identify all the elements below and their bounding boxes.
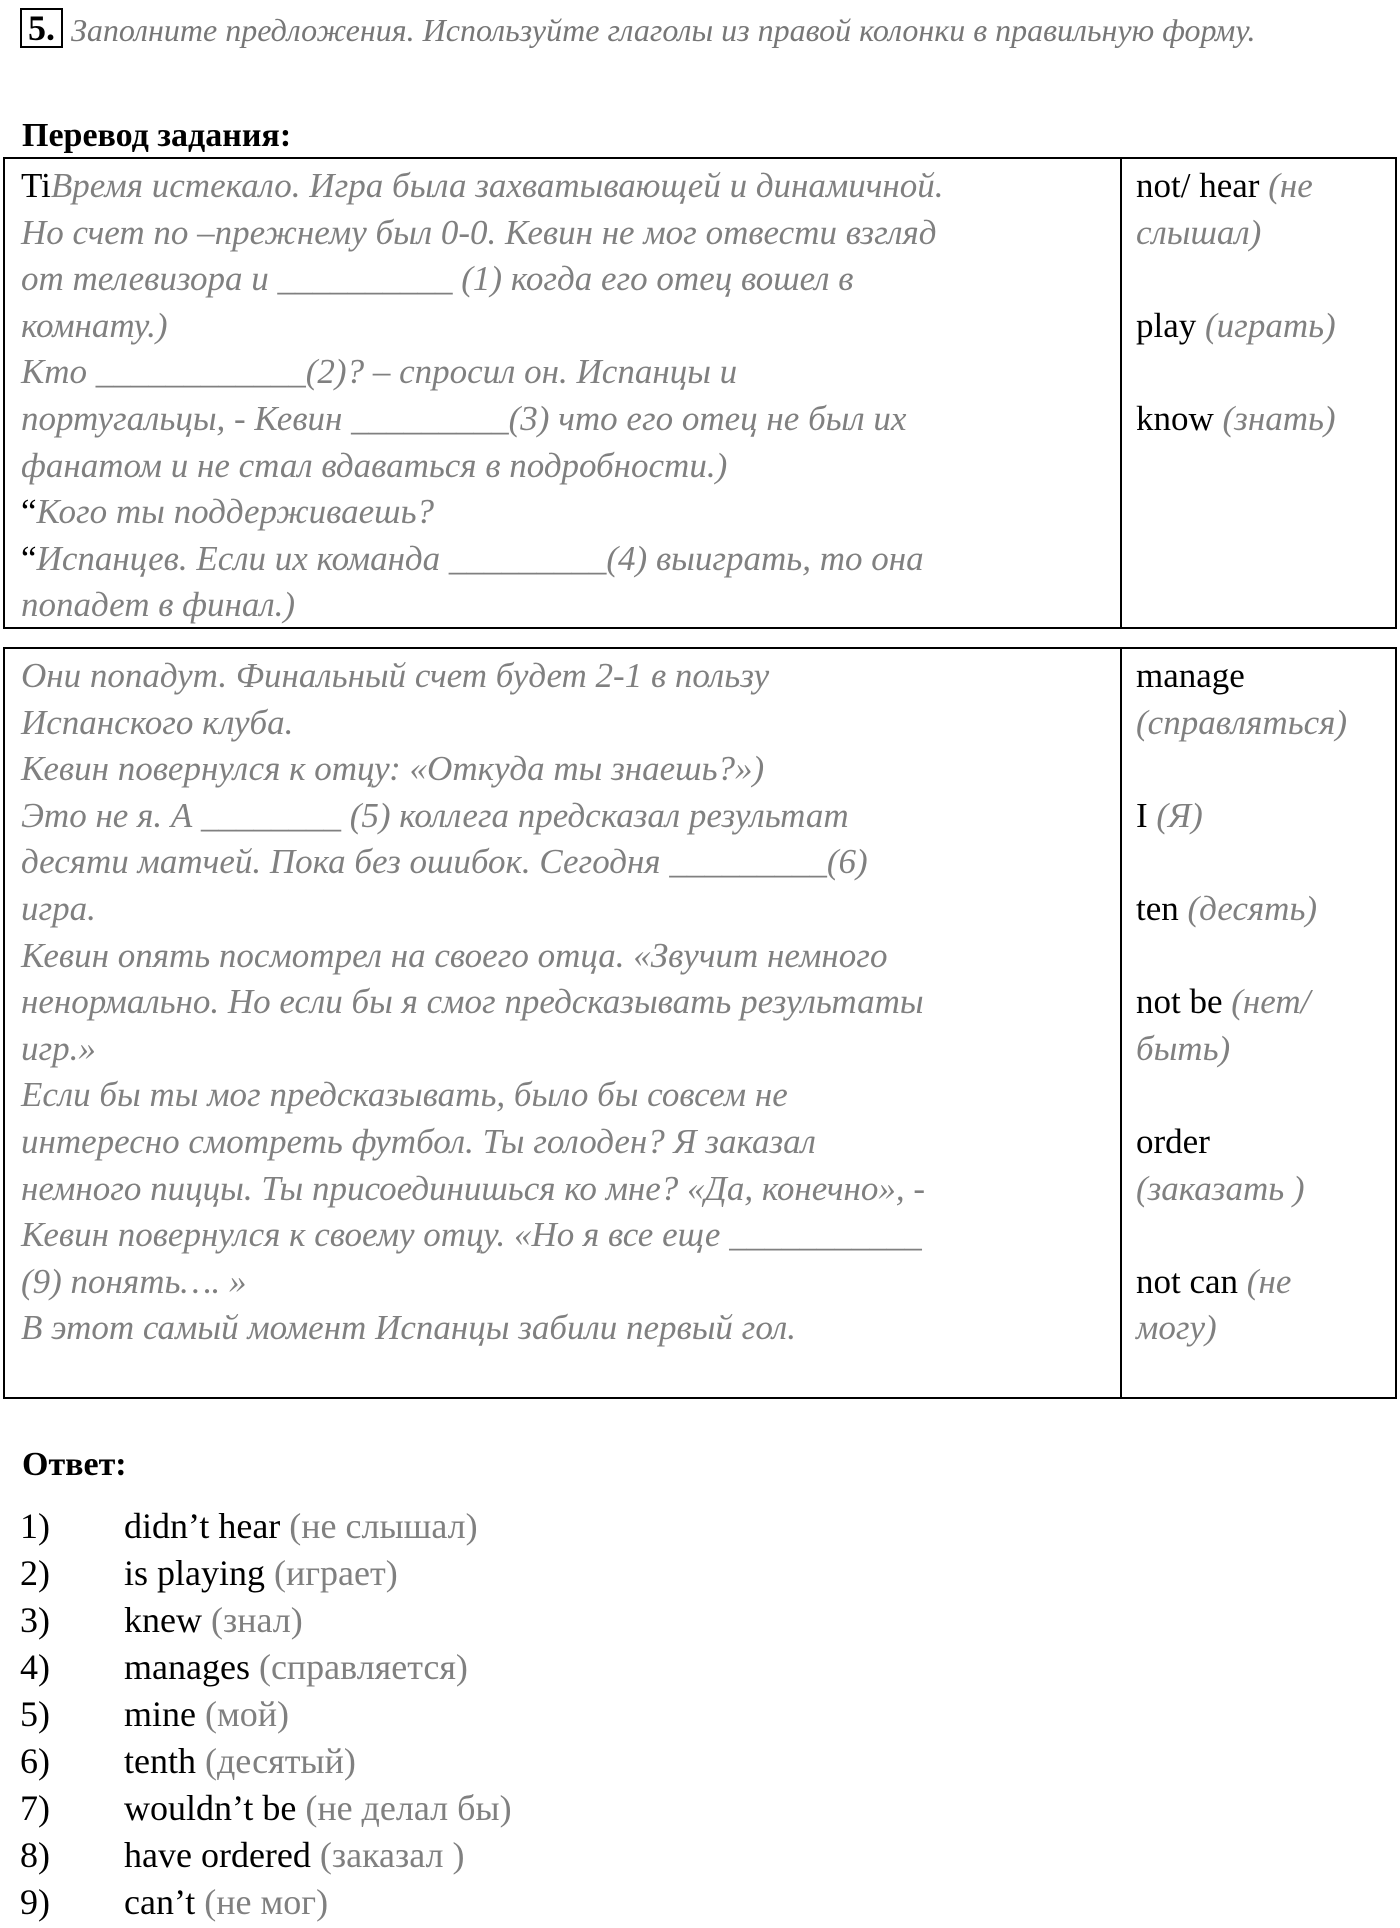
verb-item — [1136, 793, 1396, 840]
verb-english: manage — [1136, 656, 1245, 695]
verb-line — [1136, 653, 1396, 700]
verb-russian-continued: (заказать ) — [1136, 1168, 1305, 1208]
text-line-content: комнату.) — [21, 305, 168, 345]
verb-item — [1136, 396, 1396, 443]
task-header — [20, 8, 1350, 52]
text-line-content: Время истекало. Игра была захватывающей и динамичной. — [50, 166, 944, 205]
answer-russian: (не мог) — [204, 1882, 329, 1922]
answer-item — [20, 1597, 1220, 1644]
verb-english: play — [1136, 305, 1197, 345]
answer-english: manages — [124, 1647, 250, 1687]
text-line — [21, 489, 1116, 536]
text-line: интересно смотреть футбол. Ты голоден? Я заказал — [21, 1121, 816, 1161]
answer-item — [20, 1644, 1220, 1691]
answer-number: 1) — [20, 1506, 50, 1546]
answer-english: tenth — [124, 1741, 196, 1781]
text-line — [21, 210, 1116, 257]
answer-russian: (справляется) — [258, 1647, 468, 1687]
column-divider — [1120, 649, 1122, 1397]
verb-russian: (Я) — [1156, 795, 1203, 835]
answer-english: didn’t hear — [124, 1506, 281, 1546]
answer-item — [20, 1879, 1220, 1926]
verb-column — [1136, 653, 1396, 1399]
verb-line — [1136, 1259, 1396, 1306]
verb-item — [1136, 163, 1396, 256]
verb-item — [1136, 1119, 1396, 1212]
translation-title: Перевод задания: — [22, 117, 292, 154]
text-line-content: Кого ты поддерживаешь? — [36, 492, 435, 532]
text-line: игр.» — [21, 1028, 96, 1068]
text-line — [21, 303, 1116, 350]
verb-line — [1136, 886, 1396, 933]
verb-russian-continued: быть) — [1136, 1028, 1231, 1068]
text-line-prefix: “ — [21, 492, 37, 532]
answer-number: 3) — [20, 1600, 50, 1640]
text-line: (9) понять…. » — [21, 1261, 247, 1301]
answer-russian: (десятый) — [204, 1741, 356, 1781]
answer-number: 9) — [20, 1882, 50, 1922]
text-line-content: португальцы, - Кевин _________(3) что его отец не был их — [21, 398, 907, 438]
answer-list — [20, 1503, 1220, 1926]
verb-english: order — [1136, 1121, 1210, 1161]
answer-russian: (знал) — [210, 1600, 303, 1640]
answer-item — [20, 1550, 1220, 1597]
answer-item — [20, 1691, 1220, 1738]
verb-item — [1136, 653, 1396, 746]
verb-russian-continued: могу) — [1136, 1308, 1217, 1348]
verb-english: know — [1136, 398, 1214, 438]
answer-russian: (играет) — [274, 1553, 398, 1593]
verb-line — [1136, 979, 1396, 1026]
text-line-prefix: “ — [21, 538, 37, 578]
text-line: Кевин повернулся к отцу: «Откуда ты знаешь?») — [21, 749, 765, 789]
text-line — [21, 396, 1116, 443]
translation-table-part-1 — [3, 157, 1397, 629]
text-line: В этот самый момент Испанцы забили первый гол. — [21, 1308, 796, 1348]
answer-item — [20, 1503, 1220, 1550]
task-instruction: Заполните предложения. Используйте глаголы из правой колонки в правильную форму. — [71, 12, 1256, 48]
verb-column — [1136, 163, 1396, 489]
verb-item — [1136, 1259, 1396, 1352]
verb-item — [1136, 979, 1396, 1072]
verb-russian: (не — [1246, 1261, 1292, 1301]
answer-english: mine — [124, 1694, 196, 1734]
answer-russian: (мой) — [204, 1694, 290, 1734]
verb-english: ten — [1136, 888, 1179, 928]
text-line: Испанского клуба. — [21, 702, 294, 742]
verb-english: not be — [1136, 982, 1223, 1022]
verb-item — [1136, 886, 1396, 933]
verb-line — [1136, 793, 1396, 840]
column-divider — [1120, 159, 1122, 627]
answer-number: 2) — [20, 1553, 50, 1593]
verb-russian-continued: (справляться) — [1136, 702, 1348, 742]
answer-english: knew — [124, 1600, 202, 1640]
text-line-prefix: Ti — [21, 166, 51, 205]
text-line: Это не я. А ________ (5) коллега предсказал результат — [21, 795, 849, 835]
verb-line — [1136, 1119, 1396, 1166]
answer-number: 8) — [20, 1835, 50, 1875]
verb-line — [1136, 303, 1396, 350]
text-line — [21, 443, 1116, 490]
text-line: Они попадут. Финальный счет будет 2-1 в пользу — [21, 656, 770, 695]
verb-item — [1136, 303, 1396, 350]
text-line — [21, 256, 1116, 303]
text-column — [21, 653, 1116, 1352]
verb-english: not can — [1136, 1261, 1239, 1301]
verb-line — [1136, 163, 1396, 210]
answer-number: 6) — [20, 1741, 50, 1781]
verb-russian: (не — [1268, 166, 1313, 205]
text-line: Кевин повернулся к своему отцу. «Но я все еще ___________ — [21, 1215, 922, 1255]
answer-number: 7) — [20, 1788, 50, 1828]
answer-english: have ordered — [124, 1835, 311, 1875]
task-number: 5. — [20, 8, 63, 48]
answer-number: 4) — [20, 1647, 50, 1687]
text-line: Кевин опять посмотрел на своего отца. «Звучит немного — [21, 935, 888, 975]
answer-english: wouldn’t be — [124, 1788, 306, 1828]
answer-item — [20, 1738, 1220, 1785]
text-line-content: фанатом и не стал вдаваться в подробности.) — [21, 445, 728, 485]
answer-russian: (не делал бы) — [305, 1788, 512, 1828]
verb-english: not/ hear — [1136, 166, 1260, 205]
text-line: ненормально. Но если бы я смог предсказывать результаты — [21, 982, 924, 1022]
verb-russian: (нет/ — [1231, 982, 1311, 1022]
text-line-content: Испанцев. Если их команда _________(4) выиграть, то она — [36, 538, 924, 578]
answer-item — [20, 1832, 1220, 1879]
verb-english: I — [1136, 795, 1148, 835]
text-line-content: попадет в финал.) — [21, 585, 296, 625]
text-line: Если бы ты мог предсказывать, было бы совсем не — [21, 1075, 788, 1115]
answer-english: is playing — [124, 1553, 265, 1593]
translation-table-part-2 — [3, 647, 1397, 1399]
text-line — [21, 349, 1116, 396]
text-line: немного пиццы. Ты присоединишься ко мне? «Да, конечно», - — [21, 1168, 926, 1208]
verb-russian-continued: слышал) — [1136, 212, 1262, 252]
answer-item — [20, 1785, 1220, 1832]
text-line — [21, 536, 1116, 583]
verb-russian: (знать) — [1222, 398, 1336, 438]
text-line-content: Кто ____________(2)? – спросил он. Испанцы и — [21, 352, 738, 392]
answer-russian: (не слышал) — [289, 1506, 478, 1546]
text-line: игра. — [21, 888, 96, 928]
text-line-content: от телевизора и __________ (1) когда его отец вошел в — [21, 259, 854, 299]
verb-line — [1136, 396, 1396, 443]
text-line — [21, 582, 1116, 629]
text-line: десяти матчей. Пока без ошибок. Сегодня _________(6) — [21, 842, 868, 882]
text-line-content: Но счет по –прежнему был 0-0. Кевин не мог отвести взгляд — [21, 212, 937, 252]
text-column — [21, 163, 1116, 629]
verb-russian: (играть) — [1205, 305, 1336, 345]
answer-title: Ответ: — [22, 1446, 127, 1483]
answer-number: 5) — [20, 1694, 50, 1734]
answer-english: can’t — [124, 1882, 196, 1922]
verb-russian: (десять) — [1187, 888, 1318, 928]
text-line — [21, 163, 1116, 210]
answer-russian: (заказал ) — [319, 1835, 465, 1875]
